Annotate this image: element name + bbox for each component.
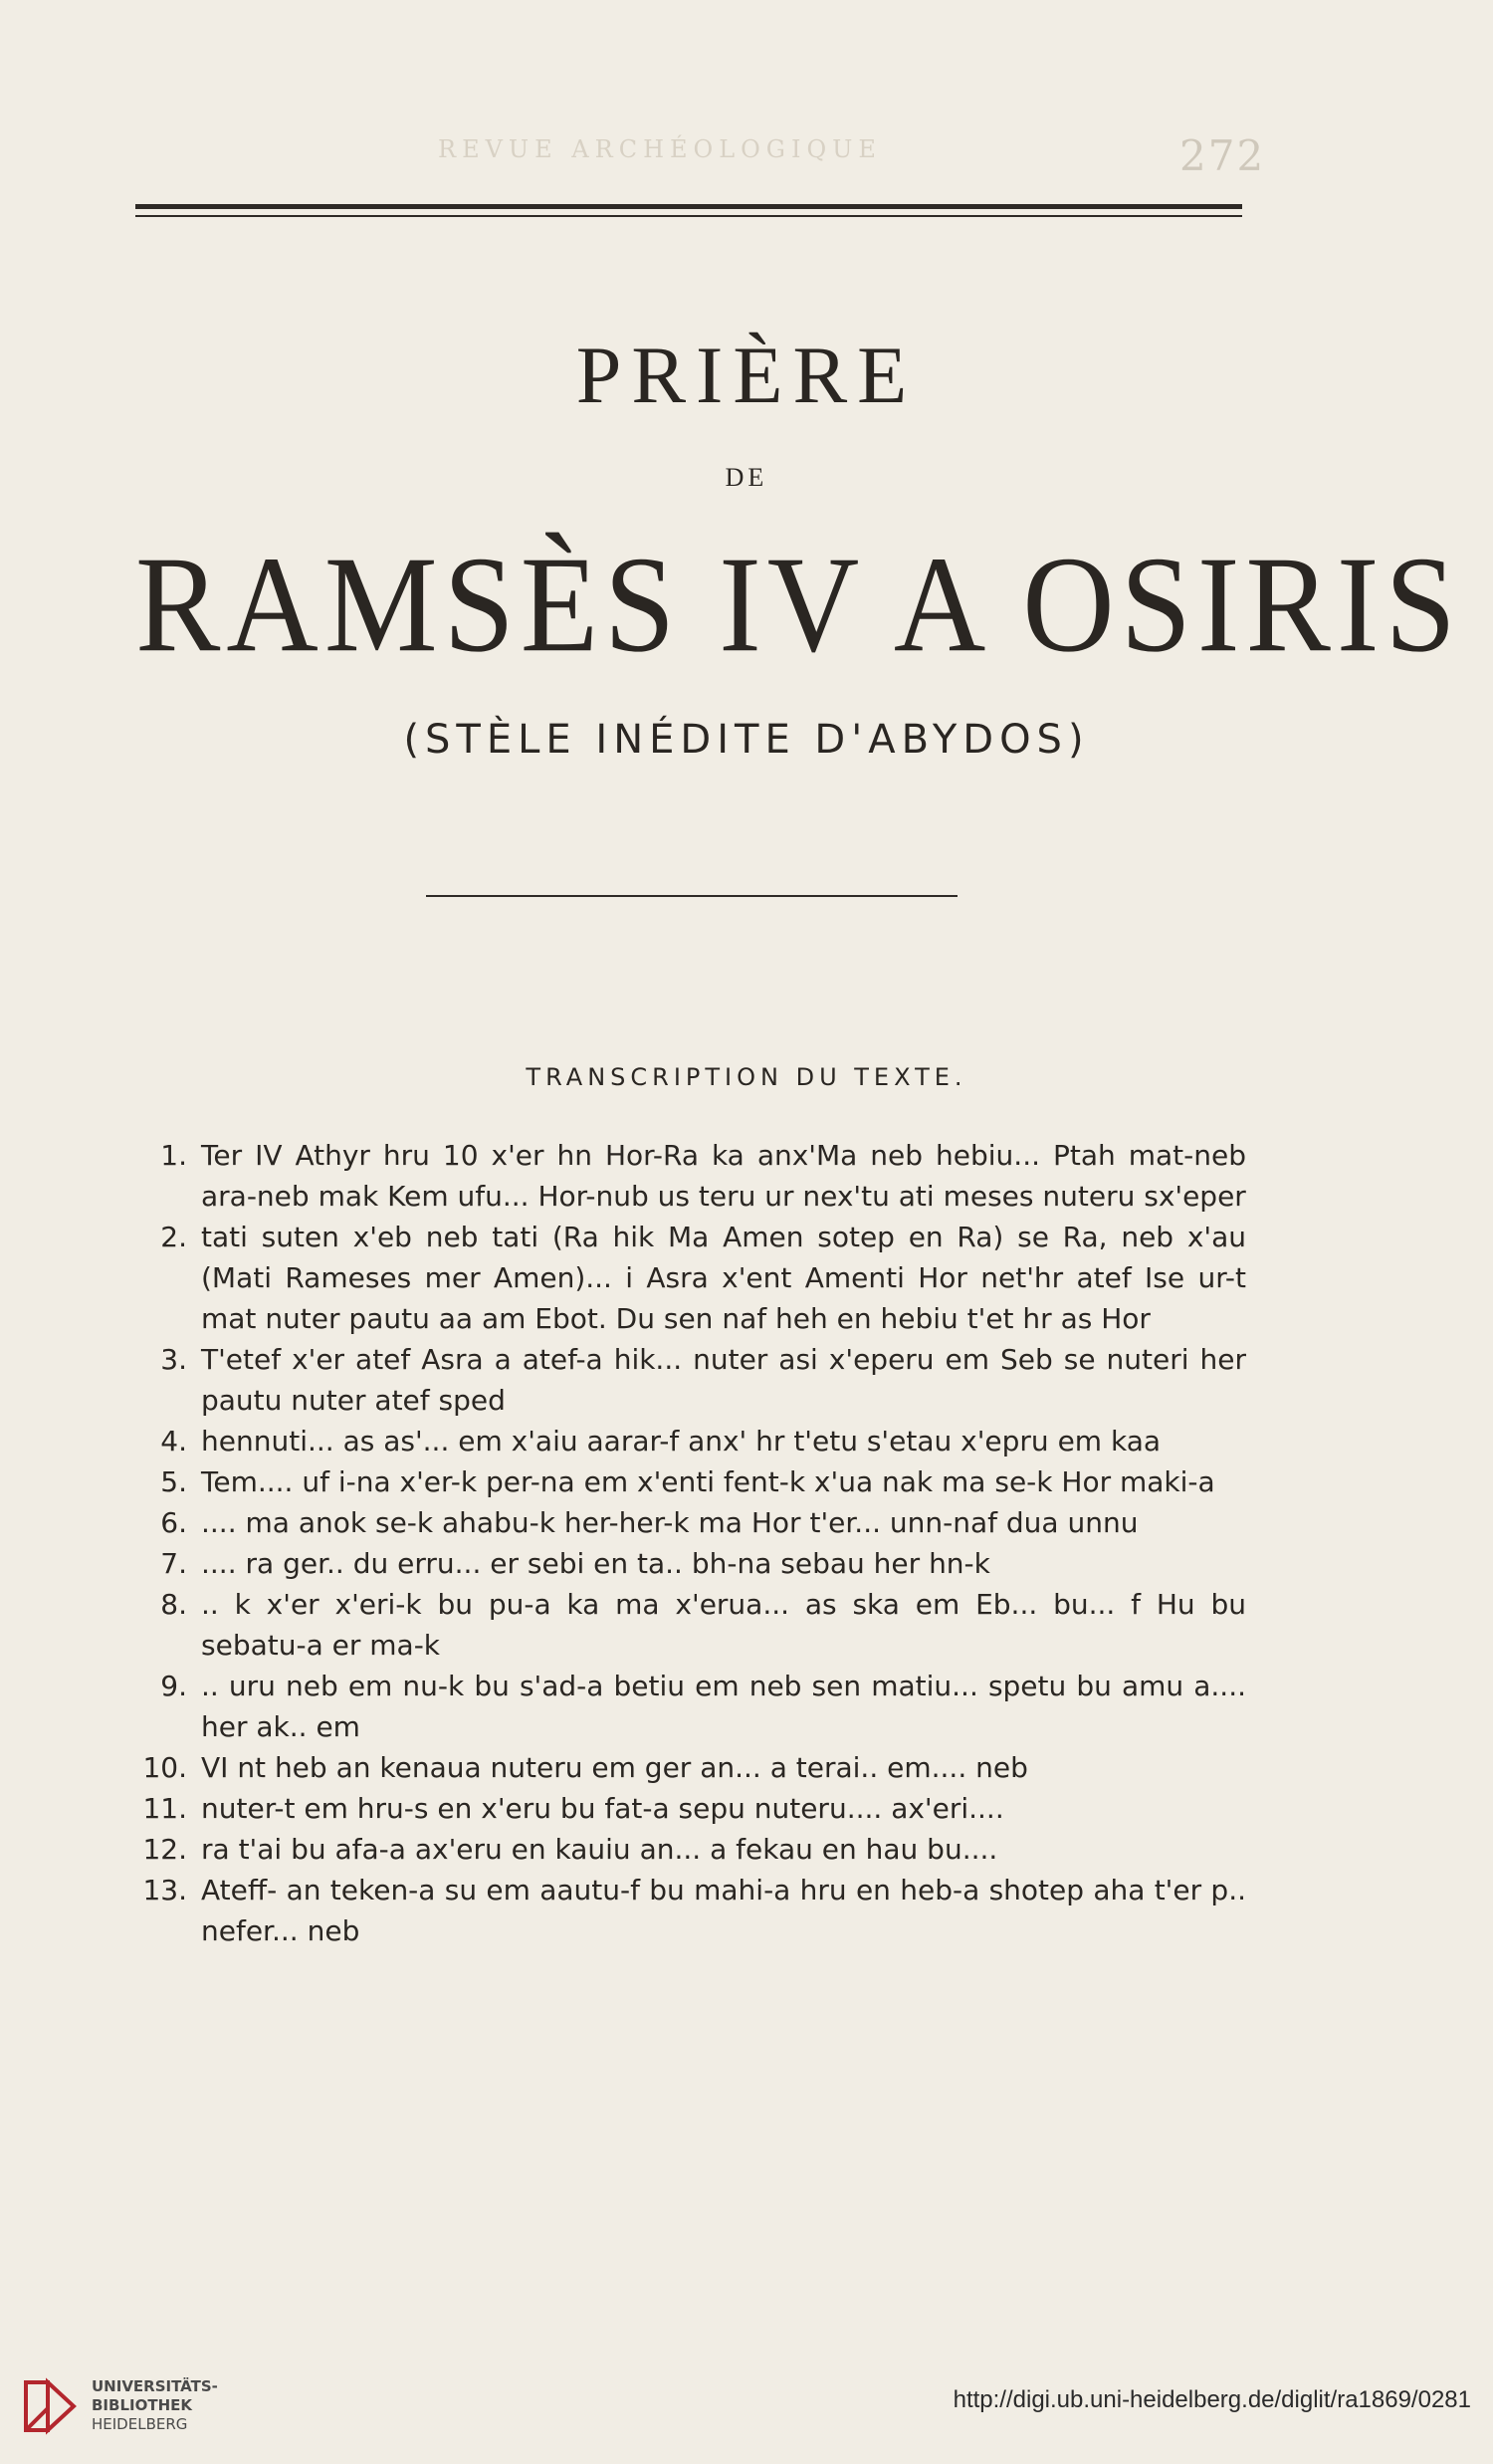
line-text: .. k x'er x'eri-k bu pu-a ka ma x'erua... as ska em Eb... bu... f Hu bu sebatu-a er ma-k [201, 1588, 1246, 1662]
line-number: 12. [142, 1833, 187, 1866]
section-divider [426, 895, 958, 897]
transcription-line [135, 1870, 1246, 1951]
transcription-line [135, 1584, 1246, 1666]
line-number: 1. [160, 1139, 187, 1172]
library-name [92, 2377, 218, 2434]
title-connector: DE [725, 463, 768, 492]
line-text: VI nt heb an kenaua nuteru em ger an... a terai.. em.... neb [201, 1751, 1028, 1784]
line-number: 10. [142, 1751, 187, 1784]
line-text: Ter IV Athyr hru 10 x'er hn Hor-Ra ka anx'Ma neb hebiu... Ptah mat-neb ara-neb mak Kem ufu... Hor-nub us teru ur nex'tu ati meses nuteru sx'eper [201, 1139, 1246, 1213]
subtitle: (STÈLE INÉDITE D'ABYDOS) [403, 717, 1090, 763]
transcription-line [135, 1747, 1246, 1788]
line-text: Ateff- an teken-a su em aautu-f bu mahi-a hru en heb-a shotep aha t'er p.. nefer... neb [201, 1874, 1246, 1947]
library-name-line-3: HEIDELBERG [92, 2415, 188, 2433]
transcription-line [135, 1421, 1246, 1461]
line-number: 8. [160, 1588, 187, 1621]
line-number: 9. [160, 1670, 187, 1702]
transcription-line [135, 1666, 1246, 1747]
line-text: Tem.... uf i-na x'er-k per-na em x'enti fent-k x'ua nak ma se-k Hor maki-a [201, 1465, 1215, 1498]
transcription-line [135, 1788, 1246, 1829]
transcription-line [135, 1217, 1246, 1339]
section-heading: TRANSCRIPTION DU TEXTE. [526, 1063, 967, 1091]
line-number: 3. [160, 1343, 187, 1376]
line-text: .. uru neb em nu-k bu s'ad-a betiu em neb sen matiu... spetu bu amu a.... her ak.. em [201, 1670, 1246, 1743]
transcription-line [135, 1135, 1246, 1217]
bleed-through-header: REVUE ARCHÉOLOGIQUE [438, 135, 882, 163]
line-text: nuter-t em hru-s en x'eru bu fat-a sepu nuteru.... ax'eri.... [201, 1792, 1004, 1825]
line-text: .... ra ger.. du erru... er sebi en ta.. bh-na sebau her hn-k [201, 1547, 990, 1580]
line-text: tati suten x'eb neb tati (Ra hik Ma Amen sotep en Ra) se Ra, neb x'au (Mati Rameses mer Amen)... i Asra x'ent Amenti Hor net'hr atef Ise ur-t mat nuter pautu aa am Ebot. Du sen naf heh en hebiu t'et hr as Hor [201, 1221, 1246, 1335]
line-number: 5. [160, 1465, 187, 1498]
library-name-line-2: BIBLIOTHEK [92, 2396, 192, 2414]
line-number: 4. [160, 1425, 187, 1457]
line-text: T'etef x'er atef Asra a atef-a hik... nuter asi x'eperu em Seb se nuteri her pautu nuter atef sped [201, 1343, 1246, 1417]
transcription-line [135, 1502, 1246, 1543]
line-text: hennuti... as as'... em x'aiu aarar-f anx' hr t'etu s'etau x'epru em kaa [201, 1425, 1162, 1457]
line-number: 6. [160, 1506, 187, 1539]
line-number: 13. [142, 1874, 187, 1906]
top-rule-thick [135, 204, 1242, 209]
transcription-line [135, 1339, 1246, 1421]
transcription-line [135, 1543, 1246, 1584]
line-text: .... ma anok se-k ahabu-k her-her-k ma Hor t'er... unn-naf dua unnu [201, 1506, 1139, 1539]
library-logo-icon [20, 2376, 80, 2436]
line-number: 7. [160, 1547, 187, 1580]
line-number: 2. [160, 1221, 187, 1253]
title-line-1: PRIÈRE [575, 330, 918, 420]
line-number: 11. [142, 1792, 187, 1825]
library-name-line-1: UNIVERSITÄTS- [92, 2377, 218, 2395]
line-text: ra t'ai bu afa-a ax'eru en kauiu an... a fekau en hau bu.... [201, 1833, 998, 1866]
title-line-2: RAMSÈS IV A OSIRIS [135, 528, 1462, 681]
transcription-line [135, 1829, 1246, 1870]
transcription-line [135, 1461, 1246, 1502]
top-rule-thin [135, 215, 1242, 217]
source-url-link[interactable]: http://digi.ub.uni-heidelberg.de/diglit/ra1869/0281 [953, 2386, 1471, 2413]
transcription-list [135, 1135, 1246, 1951]
page-number: 272 [1179, 131, 1266, 180]
